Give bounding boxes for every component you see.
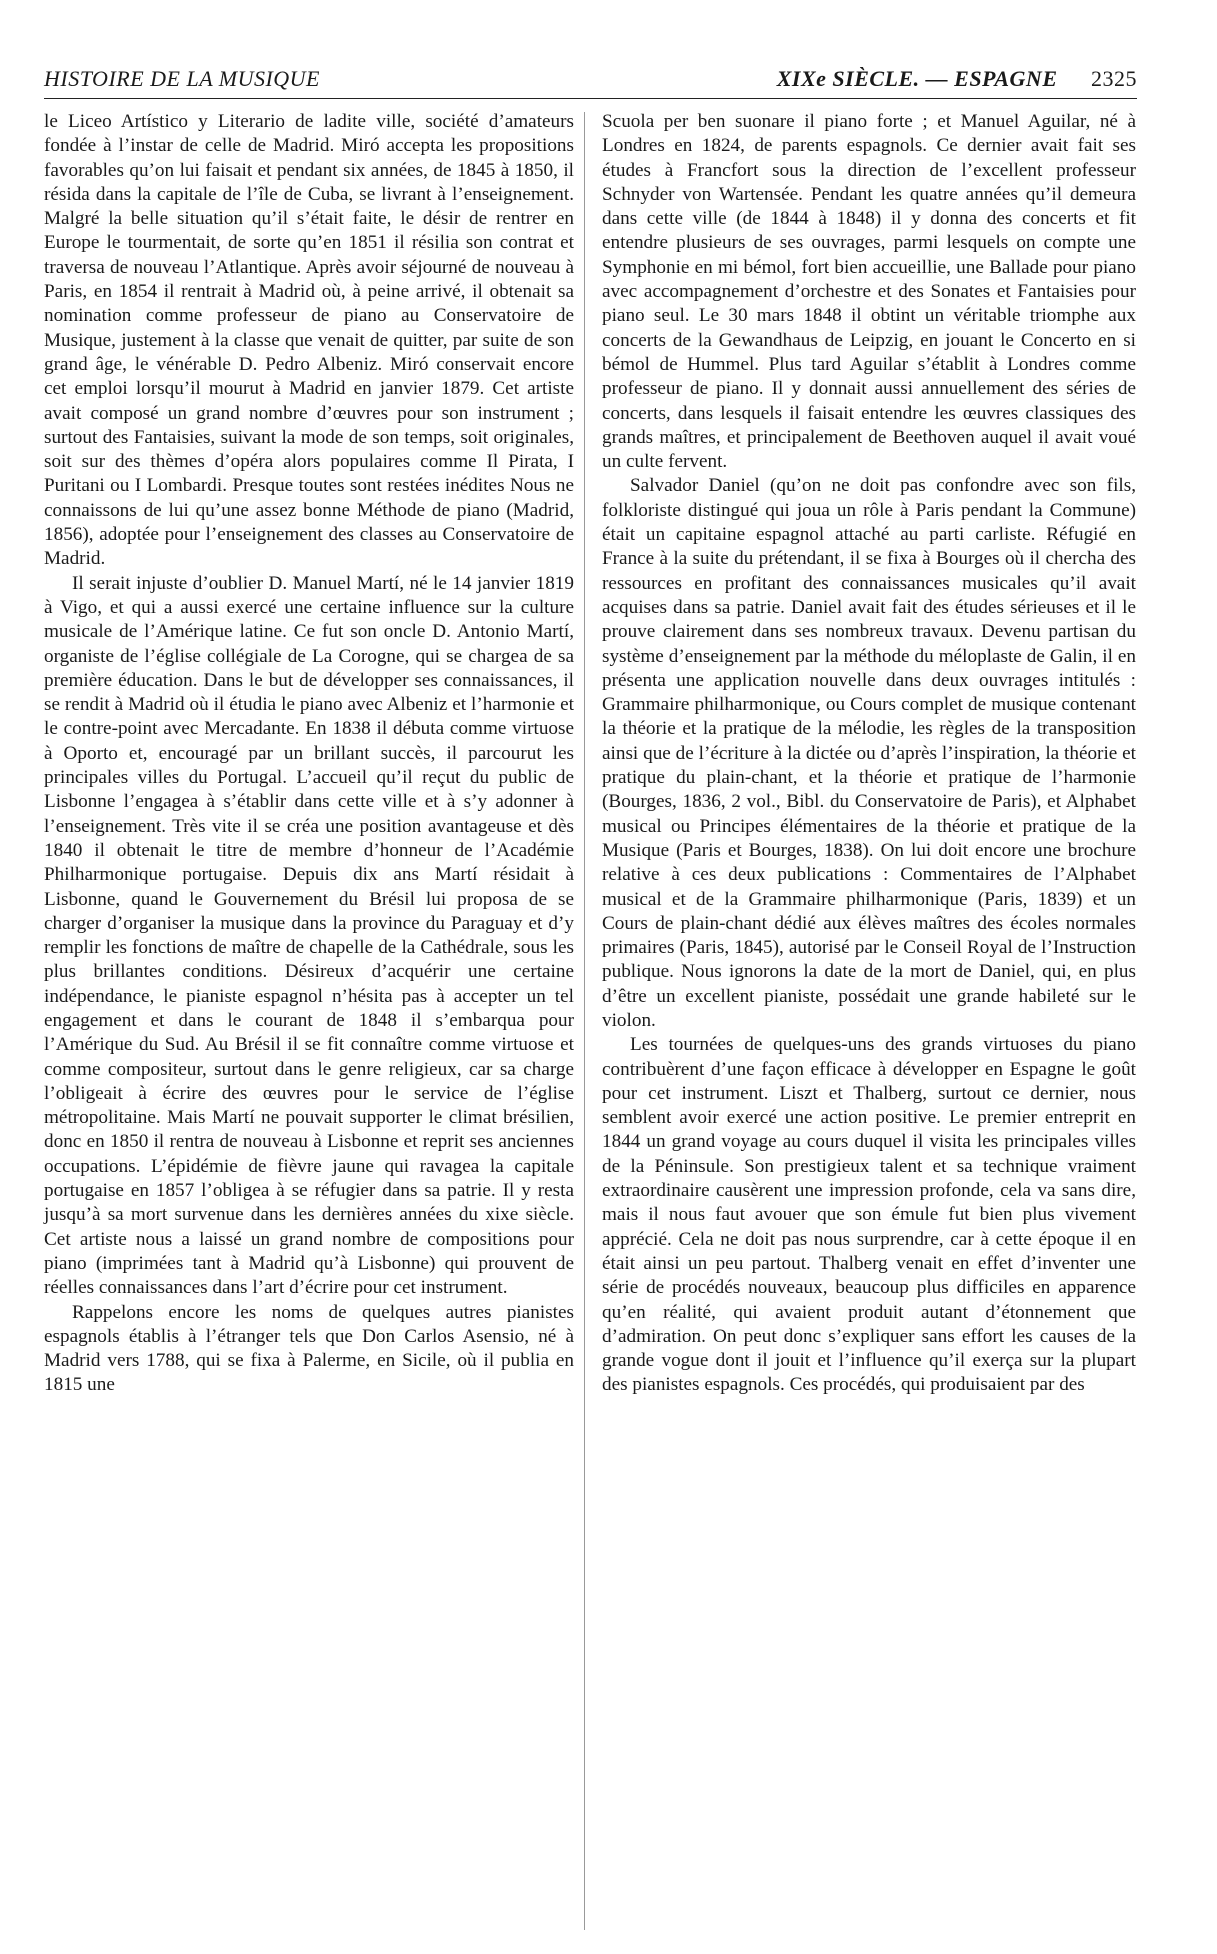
paragraph: Salvador Daniel (qu’on ne doit pas confondre avec son fils, folkloriste distingué qui joua un rôle à Paris pendant la Commune) était un capitaine espagnol attaché au parti carliste. Réfugié en France à la suite du prétendant, il se fixa à Bourges où il chercha des ressources en profitant des connaissances musicales qu’il avait acquises dans sa patrie. Daniel avait fait des études sérieuses et il le prouve clairement dans ses nombreux travaux. Devenu partisan du système d’enseignement par la méthode du méloplaste de Galin, il en présenta une application nouvelle dans deux ouvrages intitulés : Grammaire philharmonique, ou Cours complet de musique contenant la théorie et la pratique de la mélodie, les règles de la transposition ainsi que de l’écriture à la dictée ou d’après l’inspiration, la théorie et pratique du plain-chant, et la théorie et pratique de l’harmonie (Bourges, 1836, 2 vol., Bibl. du Conservatoire de Paris), et Alphabet musical ou Principes élémentaires de la théorie et pratique de la Musique (Paris et Bourges, 1838). On lui doit encore une brochure relative à ces deux publications : Commentaires de l’Alphabet musical et de la Grammaire philharmonique (Paris, 1839) et un Cours de plain-chant dédié aux élèves maîtres des écoles normales primaires (Paris, 1845), autorisé par le Conseil Royal de l’Instruction publique. Nous ignorons la date de la mort de Daniel, qui, en plus d’être un excellent pianiste, possédait une grande habileté sur le violon. (602, 475, 1136, 1031)
page-number: 2325 (1091, 66, 1137, 91)
paragraph: Les tournées de quelques-uns des grands virtuoses du piano contribuèrent d’une façon efficace à développer en Espagne le goût pour cet instrument. Liszt et Thalberg, surtout ce dernier, nous semblent avoir exercé une action positive. Le premier entreprit en 1844 un grand voyage au cours duquel il visita les principales villes de la Péninsule. Son prestigieux talent et sa technique vraiment extraordinaire causèrent une impression profonde, cela va sans dire, mais il nous faut avouer que son émule fut bien plus vivement apprécié. Cela ne doit pas nous surprendre, car à cette époque il en était ainsi un peu partout. Thalberg venait en effet d’inventer une série de procédés nouveaux, beaucoup plus difficiles en apparence qu’en réalité, qui avaient produit autant d’étonnement que d’admiration. On peut donc s’expliquer sans effort les causes de la grande vogue dont il jouit et l’influence qu’il exerça sur la plupart des pianistes espagnols. Ces procédés, qui produisaient par des (602, 1034, 1136, 1396)
section-title: XIXe SIÈCLE. — ESPAGNE (776, 66, 1058, 91)
paragraph: le Liceo Artístico y Literario de ladite ville, société d’amateurs fondée à l’instar de celle de Madrid. Miró accepta les propositions favorables qu’on lui faisait et pendant six années, de 1845 à 1850, il résida dans la capitale de l’île de Cuba, se livrant à l’enseignement. Malgré la belle situation qu’il s’était faite, le désir de rentrer en Europe le tourmentait, de sorte qu’en 1851 il résilia son contrat et traversa de nouveau l’Atlantique. Après avoir séjourné de nouveau à Paris, en 1854 il rentrait à Madrid où, à peine arrivé, il obtenait sa nomination comme professeur de piano au Conservatoire de Musique, justement à la classe que venait de quitter, par suite de son grand âge, le vénérable D. Pedro Albeniz. Miró conservait encore cet emploi lorsqu’il mourut à Madrid en janvier 1879. Cet artiste avait composé un grand nombre d’œuvres pour son instrument ; surtout des Fantaisies, suivant la mode de son temps, soit originales, soit sur des thèmes d’opéra alors populaires comme Il Pirata, I Puritani ou I Lombardi. Presque toutes sont restées inédites Nous ne connaissons de lui qu’une assez bonne Méthode de piano (Madrid, 1856), adoptée pour l’enseignement des classes au Conservatoire de Madrid. (44, 111, 574, 570)
header-rule (44, 98, 1137, 99)
running-header (44, 66, 1137, 94)
paragraph: Scuola per ben suonare il piano forte ; et Manuel Aguilar, né à Londres en 1824, de parents espagnols. Ce dernier avait fait ses études à Francfort sous la direction de l’excellent professeur Schnyder von Wartensée. Pendant les quatre années qu’il demeura dans cette ville (de 1844 à 1848) il y donna des concerts et fit entendre plusieurs de ses ouvrages, parmi lesquels on compte une Symphonie en mi bémol, fort bien accueillie, une Ballade pour piano avec accompagnement d’orchestre et des Sonates et Fantaisies pour piano seul. Le 30 mars 1848 il obtint un véritable triomphe aux concerts de la Gewandhaus de Leipzig, en jouant le Concerto en si bémol de Hummel. Plus tard Aguilar s’établit à Londres comme professeur de piano. Il y donnait aussi annuellement des séries de concerts, dans lesquels il faisait entendre les œuvres classiques des grands maîtres, et principalement de Beethoven auquel il avait voué un culte fervent. (602, 111, 1136, 473)
paragraph: Il serait injuste d’oublier D. Manuel Martí, né le 14 janvier 1819 à Vigo, et qui a aussi exercé une certaine influence sur la culture musicale de l’Amérique latine. Ce fut son oncle D. Antonio Martí, organiste de l’église collégiale de La Corogne, qui se chargea de sa première éducation. Dans le but de développer ses connaissances, il se rendit à Madrid où il étudia le piano avec Albeniz et l’harmonie et le contre-point avec Mercadante. En 1838 il débuta comme virtuose à Oporto et, encouragé par un brillant succès, il parcourut les principales villes du Portugal. L’accueil qu’il reçut du public de Lisbonne l’engagea à s’établir dans cette ville et à s’y adonner à l’enseignement. Très vite il se créa une position avantageuse et dès 1840 il obtenait le titre de membre d’honneur de l’Académie Philharmonique portugaise. Depuis dix ans Martí résidait à Lisbonne, quand le Gouvernement du Brésil lui proposa de se charger d’organiser la musique dans la province du Paraguay et d’y remplir les fonctions de maître de chapelle de la Cathédrale, sous les plus brillantes conditions. Désireux d’acquérir une certaine indépendance, le pianiste espagnol n’hésita pas à accepter un tel engagement et dans le courant de 1848 il s’embarqua pour l’Amérique du Sud. Au Brésil il se fit connaître comme virtuose et comme compositeur, surtout dans le genre religieux, car sa charge l’obligeait à écrire des œuvres pour le service de l’église métropolitaine. Mais Martí ne pouvait supporter le climat brésilien, donc en 1850 il rentra de nouveau à Lisbonne et reprit ses anciennes occupations. L’épidémie de fièvre jaune qui ravagea la capitale portugaise en 1857 l’obligea à se réfugier dans sa patrie. Il y resta jusqu’à sa mort survenue dans les dernières années du xixe siècle. Cet artiste nous a laissé un grand nombre de compositions pour piano (imprimées tant à Madrid qu’à Lisbonne) qui prouvent de réelles connaissances dans l’art d’écrire pour cet instrument. (44, 572, 574, 1299)
column-divider (584, 112, 585, 1930)
left-column (44, 110, 574, 1398)
right-column (602, 110, 1136, 1398)
book-title: HISTOIRE DE LA MUSIQUE (44, 66, 320, 91)
paragraph: Rappelons encore les noms de quelques autres pianistes espagnols établis à l’étranger tels que Don Carlos Asensio, né à Madrid vers 1788, qui se fixa à Palerme, en Sicile, où il publia en 1815 une (44, 1301, 574, 1396)
header-right (777, 66, 1137, 92)
